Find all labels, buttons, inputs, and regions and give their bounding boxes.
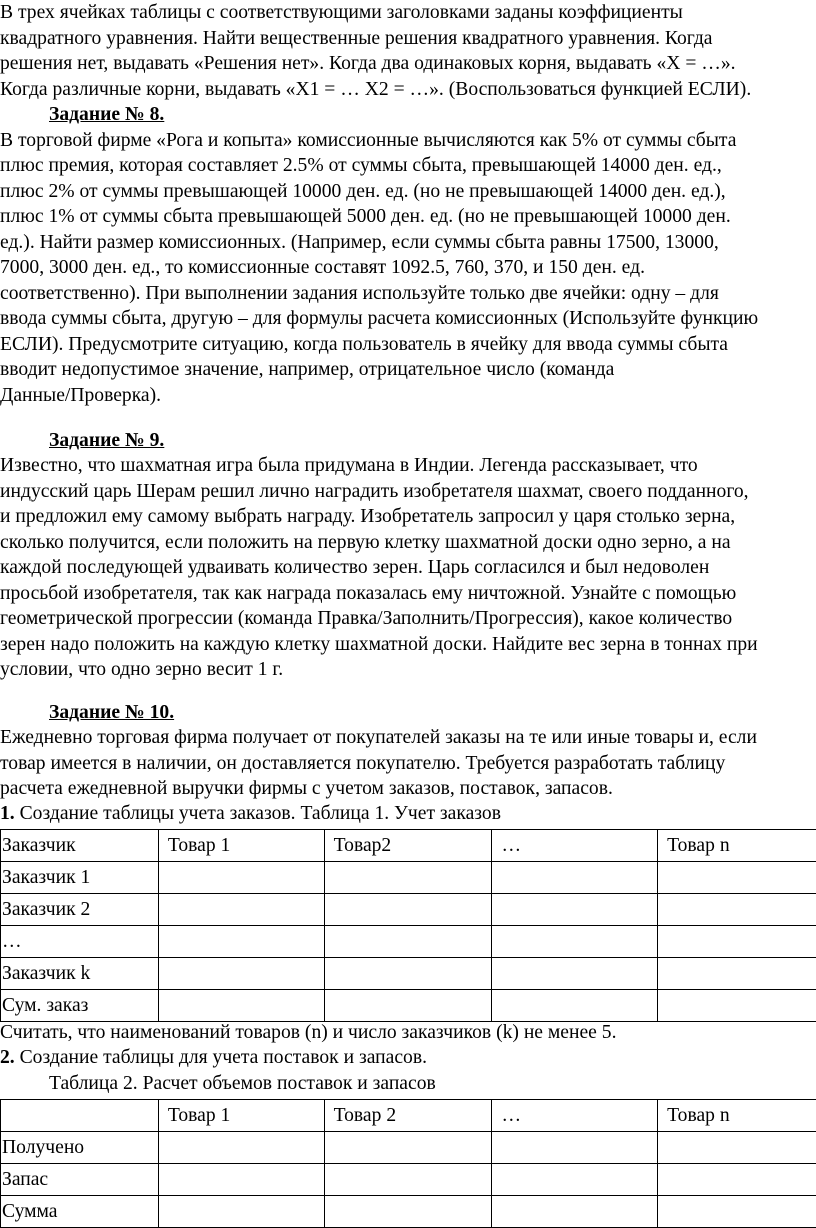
table-cell xyxy=(324,862,492,894)
table-row xyxy=(1,926,816,958)
task8-line: ввода суммы сбыта, другую – для формулы расчета комиссионных (Используйте функцию xyxy=(0,308,759,329)
table-cell xyxy=(492,958,658,990)
table-header-row xyxy=(1,830,816,862)
intro-line: квадратного уравнения. Найти вещественные решения квадратного уравнения. Когда xyxy=(0,28,713,49)
task8-line: Данные/Проверка). xyxy=(0,385,162,406)
task9-line: условии, что одно зерно весит 1 г. xyxy=(0,659,284,680)
table-header-cell: Товар 2 xyxy=(324,1100,492,1132)
task8-line: вводит недопустимое значение, например, отрицательное число (команда xyxy=(0,359,615,380)
task9-line: каждой последующей удваивать количество зерен. Царь согласился и был недоволен xyxy=(0,557,710,578)
table-row xyxy=(1,958,816,990)
table-header-row xyxy=(1,1100,816,1132)
table-cell xyxy=(658,1196,816,1228)
task8-line: плюс 1% от суммы сбыта превышающей 5000 ден. ед. (но не превышающей 10000 ден. xyxy=(0,206,731,227)
table-cell xyxy=(324,926,492,958)
table-cell: Сумма xyxy=(1,1196,159,1228)
step2-text: Создание таблицы для учета поставок и запасов. xyxy=(14,1047,427,1068)
table-cell xyxy=(324,990,492,1022)
table-header-cell xyxy=(1,1100,159,1132)
table-cell: Заказчик k xyxy=(1,958,159,990)
table-cell xyxy=(492,926,658,958)
table-cell xyxy=(658,958,816,990)
table-cell: Заказчик 1 xyxy=(1,862,159,894)
table2-caption: Таблица 2. Расчет объемов поставок и запасов xyxy=(49,1073,436,1094)
table-cell xyxy=(658,862,816,894)
table-header-cell: … xyxy=(492,830,658,862)
table-row xyxy=(1,1164,816,1196)
task10-line: Ежедневно торговая фирма получает от покупателей заказы на те или иные товары и, если xyxy=(0,727,757,748)
table-cell xyxy=(492,894,658,926)
step1-line xyxy=(0,801,501,827)
table-cell xyxy=(158,990,324,1022)
table-row xyxy=(1,990,816,1022)
table-cell xyxy=(492,1196,658,1228)
task10-heading: Задание № 10. xyxy=(49,702,175,723)
table-cell xyxy=(158,958,324,990)
note-line: Считать, что наименований товаров (n) и число заказчиков (k) не менее 5. xyxy=(0,1022,617,1043)
task9-line: сколько получится, если положить на первую клетку шахматной доски одно зерно, а на xyxy=(0,532,731,553)
table-cell: Сум. заказ xyxy=(1,990,159,1022)
table-cell xyxy=(158,1164,324,1196)
step1-text: Создание таблицы учета заказов. Таблица 1. Учет заказов xyxy=(14,803,501,824)
task8-line: 7000, 3000 ден. ед., то комиссионные составят 1092.5, 760, 370, и 150 ден. ед. xyxy=(0,257,645,278)
task9-line: геометрической прогрессии (команда Правка/Заполнить/Прогрессия), какое количество xyxy=(0,608,733,629)
table-header-cell: Заказчик xyxy=(1,830,159,862)
table-header-cell: Товар 1 xyxy=(158,1100,324,1132)
task9-line: просьбой изобретателя, так как награда показалась ему ничтожной. Узнайте с помощью xyxy=(0,583,737,604)
table-cell: Заказчик 2 xyxy=(1,894,159,926)
task8-line: ЕСЛИ). Предусмотрите ситуацию, когда пользователь в ячейку для ввода суммы сбыта xyxy=(0,334,728,355)
table-row xyxy=(1,862,816,894)
table-cell xyxy=(324,1164,492,1196)
table-cell xyxy=(158,862,324,894)
task8-line: плюс премия, которая составляет 2.5% от суммы сбыта, превышающей 14000 ден. ед., xyxy=(0,155,722,176)
table-cell xyxy=(324,1132,492,1164)
table-header-cell: Товар 1 xyxy=(158,830,324,862)
table-cell xyxy=(492,1164,658,1196)
task8-line: В торговой фирме «Рога и копыта» комиссионные вычисляются как 5% от суммы сбыта xyxy=(0,130,737,151)
step1-number: 1. xyxy=(0,803,15,824)
table-cell xyxy=(658,1164,816,1196)
step2-number: 2. xyxy=(0,1047,15,1068)
table-cell xyxy=(324,1196,492,1228)
table-cell xyxy=(658,1132,816,1164)
task9-line: зерен надо положить на каждую клетку шахматной доски. Найдите вес зерна в тоннах при xyxy=(0,634,758,655)
table-cell xyxy=(658,990,816,1022)
task10-line: товар имеется в наличии, он доставляется покупателю. Требуется разработать таблицу xyxy=(0,753,726,774)
task9-line: индусский царь Шерам решил лично наградить изобретателя шахмат, своего подданного, xyxy=(0,481,749,502)
table-cell xyxy=(492,1132,658,1164)
table-cell xyxy=(658,926,816,958)
table-cell: Запас xyxy=(1,1164,159,1196)
step2-line xyxy=(0,1045,427,1071)
table-row xyxy=(1,894,816,926)
table-header-cell: Товар n xyxy=(658,830,816,862)
task8-line: ед.). Найти размер комиссионных. (Например, если суммы сбыта равны 17500, 13000, xyxy=(0,232,719,253)
table-cell xyxy=(658,894,816,926)
table-cell xyxy=(158,926,324,958)
table-header-cell: Товар2 xyxy=(324,830,492,862)
task8-line: соответственно). При выполнении задания используйте только две ячейки: одну – для xyxy=(0,283,719,304)
table-cell xyxy=(158,1196,324,1228)
intro-line: решения нет, выдавать «Решения нет». Когда два одинаковых корня, выдавать «Х = …». xyxy=(0,53,736,74)
orders-table xyxy=(0,829,816,1022)
intro-line: В трех ячейках таблицы с соответствующими заголовками заданы коэффициенты xyxy=(0,2,683,23)
table-cell xyxy=(158,894,324,926)
task9-line: и предложил ему самому выбрать награду. Изобретатель запросил у царя столько зерна, xyxy=(0,506,736,527)
table-cell: … xyxy=(1,926,159,958)
table-header-cell: Товар n xyxy=(658,1100,816,1132)
intro-line: Когда различные корни, выдавать «Х1 = … Х2 = …». (Воспользоваться функцией ЕСЛИ). xyxy=(0,79,752,100)
table-row xyxy=(1,1132,816,1164)
table-cell xyxy=(492,990,658,1022)
task8-heading: Задание № 8. xyxy=(49,104,165,125)
table-cell xyxy=(158,1132,324,1164)
task10-line: расчета ежедневной выручки фирмы с учетом заказов, поставок, запасов. xyxy=(0,778,613,799)
task9-line: Известно, что шахматная игра была придумана в Индии. Легенда рассказывает, что xyxy=(0,455,698,476)
task9-heading: Задание № 9. xyxy=(49,430,165,451)
table-row xyxy=(1,1196,816,1228)
task8-line: плюс 2% от суммы превышающей 10000 ден. ед. (но не превышающей 14000 ден. ед.), xyxy=(0,181,726,202)
table-cell xyxy=(492,862,658,894)
supplies-table xyxy=(0,1099,816,1228)
table-cell xyxy=(324,958,492,990)
table-cell xyxy=(324,894,492,926)
table-cell: Получено xyxy=(1,1132,159,1164)
table-header-cell: … xyxy=(492,1100,658,1132)
